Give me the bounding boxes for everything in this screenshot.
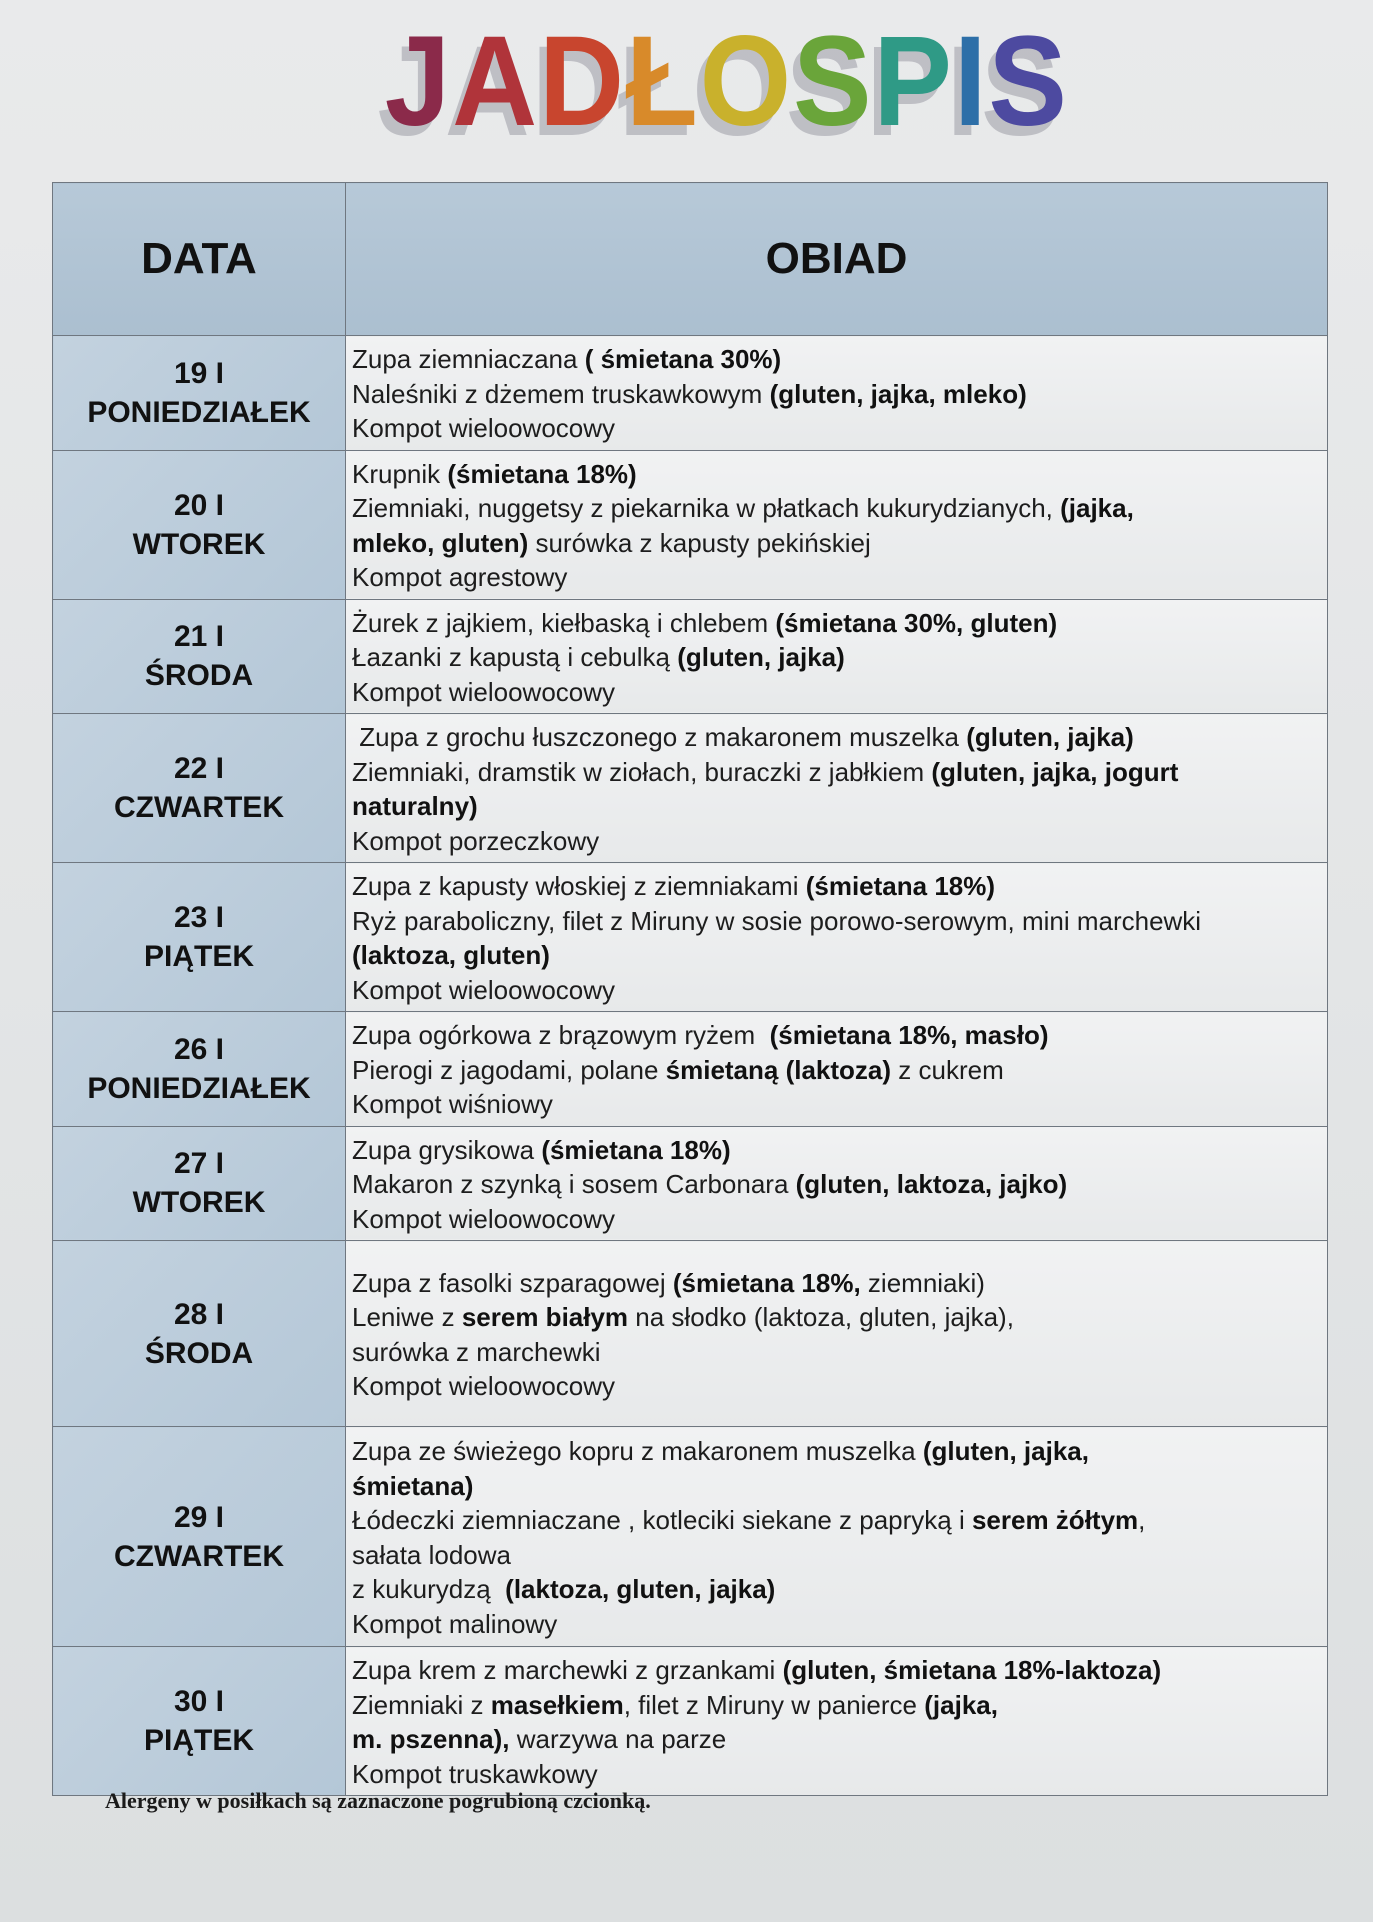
meal-line xyxy=(352,1053,1321,1088)
allergen-text: (gluten, jajka, jogurt xyxy=(931,756,1179,787)
dish-text: Krupnik xyxy=(352,458,448,489)
weekday: CZWARTEK xyxy=(114,1539,284,1573)
table-row xyxy=(53,336,1328,451)
dish-text: , xyxy=(1138,1505,1146,1535)
meal-line xyxy=(352,1688,1321,1723)
meal-line xyxy=(352,869,1321,904)
title-letter: A xyxy=(451,10,539,153)
weekday: PIĄTEK xyxy=(143,1724,254,1757)
date-cell xyxy=(53,1012,346,1127)
dish-text: Makaron z szynką i sosem Carbonara xyxy=(352,1169,796,1199)
dish-text: Ryż paraboliczny, filet z Miruny w sosie porowo-serowym, mini marchewki xyxy=(352,905,1202,936)
meal-line xyxy=(352,560,1321,595)
date-number: 23 I xyxy=(173,901,225,934)
header-date: DATA xyxy=(53,183,346,336)
meal-line xyxy=(352,1722,1321,1757)
dish-text: Ziemniaki, dramstik w ziołach, buraczki z jabłkiem xyxy=(352,756,932,787)
meal-line xyxy=(352,938,1321,973)
weekday: PONIEDZIAŁEK xyxy=(87,1071,311,1105)
date-number: 29 I xyxy=(173,1500,225,1534)
allergen-text: śmietana) xyxy=(352,1470,474,1501)
dish-text: , filet z Miruny w panierce xyxy=(623,1689,925,1720)
title-letter: Ł xyxy=(625,10,700,153)
date-cell xyxy=(53,1241,346,1427)
table-row xyxy=(53,1241,1328,1427)
table-body xyxy=(53,336,1328,1796)
weekday: ŚRODA xyxy=(144,1336,254,1370)
table-row xyxy=(53,599,1328,714)
allergen-text: (gluten, jajka) xyxy=(677,642,845,672)
page-title xyxy=(384,10,1069,153)
table-row xyxy=(53,1126,1328,1241)
meal-cell xyxy=(346,714,1328,863)
allergen-text: (laktoza, gluten, jajka) xyxy=(505,1574,776,1604)
meal-cell xyxy=(346,1647,1328,1796)
dish-text: ziemniaki) xyxy=(860,1267,985,1298)
meal-line xyxy=(352,1572,1321,1607)
dish-text: Kompot agrestowy xyxy=(352,562,568,592)
allergen-text: (śmietana 18%) xyxy=(541,1134,731,1165)
allergen-text: m. pszenna), xyxy=(352,1724,510,1754)
dish-text: Kompot wieloowocowy xyxy=(352,1371,616,1401)
dish-text: Zupa z fasolki szparagowej xyxy=(352,1267,673,1298)
meal-cell xyxy=(346,1012,1328,1127)
allergen-text: (gluten, jajka, mleko) xyxy=(769,378,1027,409)
table-row xyxy=(53,863,1328,1012)
meal-line xyxy=(352,1469,1321,1504)
meal-line xyxy=(352,1538,1321,1573)
meal-line xyxy=(352,640,1321,675)
date-number: 26 I xyxy=(173,1032,225,1066)
meal-line xyxy=(352,342,1321,377)
meal-line xyxy=(352,1607,1321,1642)
meal-cell xyxy=(346,1126,1328,1241)
meal-line xyxy=(352,526,1321,561)
meal-line xyxy=(352,1369,1321,1404)
dish-text: Kompot wieloowocowy xyxy=(352,974,616,1005)
meal-line xyxy=(352,1087,1321,1122)
weekday: ŚRODA xyxy=(144,659,254,693)
dish-text: Zupa ogórkowa z brązowym ryżem xyxy=(352,1020,770,1050)
title-letter: I xyxy=(953,10,989,153)
dish-text: Kompot malinowy xyxy=(352,1608,558,1639)
meal-line xyxy=(352,1018,1321,1053)
date-number: 28 I xyxy=(173,1297,225,1331)
table-row xyxy=(53,714,1328,863)
dish-text: warzywa na parze xyxy=(509,1724,727,1754)
meal-line xyxy=(352,1167,1321,1202)
title-letter: P xyxy=(873,10,954,153)
meal-line xyxy=(352,755,1321,790)
dish-text: Kompot truskawkowy xyxy=(352,1758,598,1789)
allergen-text: (gluten, laktoza, jajko) xyxy=(795,1169,1068,1199)
meal-line xyxy=(352,377,1321,412)
meal-line xyxy=(352,1653,1321,1688)
meal-line xyxy=(352,606,1321,641)
allergen-text: (śmietana 18%) xyxy=(805,871,996,901)
date-number: 30 I xyxy=(173,1685,225,1718)
dish-text: Zupa ze świeżego kopru z makaronem muszelka xyxy=(352,1436,923,1466)
date-cell xyxy=(53,863,346,1012)
table-row xyxy=(53,450,1328,599)
meal-cell xyxy=(346,1241,1328,1427)
date-cell xyxy=(53,450,346,599)
date-cell xyxy=(53,1427,346,1647)
meal-cell xyxy=(346,863,1328,1012)
dish-text: z kukurydzą xyxy=(352,1574,506,1604)
meal-cell xyxy=(346,599,1328,714)
dish-text: surówka z kapusty pekińskiej xyxy=(528,527,871,558)
allergen-text: masełkiem xyxy=(490,1689,624,1720)
date-number: 27 I xyxy=(173,1147,225,1181)
meal-line xyxy=(352,1266,1321,1301)
table-row xyxy=(53,1647,1328,1796)
allergen-text: serem żółtym xyxy=(971,1505,1139,1535)
allergen-text: (śmietana 30%, gluten) xyxy=(775,607,1058,638)
weekday: WTOREK xyxy=(132,527,266,561)
title-letter: O xyxy=(699,10,793,153)
meal-line xyxy=(352,824,1321,859)
allergen-text: (jajka, xyxy=(1060,493,1134,523)
dish-text: sałata lodowa xyxy=(352,1539,511,1570)
allergen-text: (śmietana 18%, xyxy=(672,1267,861,1298)
dish-text: na słodko (laktoza, gluten, jajka), xyxy=(628,1302,1014,1332)
date-cell xyxy=(53,599,346,714)
meal-line xyxy=(352,720,1321,755)
weekday: PONIEDZIAŁEK xyxy=(87,395,311,429)
header-meal: OBIAD xyxy=(346,183,1328,336)
allergen-text: śmietaną (laktoza) xyxy=(665,1054,892,1085)
dish-text: Ziemniaki z xyxy=(352,1689,491,1720)
allergen-text: mleko, gluten) xyxy=(352,527,529,558)
allergen-text: (gluten, jajka, xyxy=(922,1436,1089,1466)
meal-line xyxy=(352,1133,1321,1168)
table-header-row xyxy=(53,183,1328,336)
meal-line xyxy=(352,1503,1321,1538)
dish-text: Zupa ziemniaczana xyxy=(352,344,585,374)
dish-text: Naleśniki z dżemem truskawkowym xyxy=(352,378,770,409)
dish-text: Zupa z grochu łuszczonego z makaronem muszelka xyxy=(352,722,967,752)
allergen-text: ( śmietana 30%) xyxy=(584,344,782,374)
dish-text: Kompot wiśniowy xyxy=(352,1089,553,1119)
date-cell xyxy=(53,714,346,863)
date-cell xyxy=(53,336,346,451)
weekday: PIĄTEK xyxy=(143,940,254,973)
allergen-text: (jajka, xyxy=(924,1689,998,1720)
allergen-text: serem białym xyxy=(461,1302,629,1332)
dish-text: Zupa grysikowa xyxy=(352,1134,542,1165)
weekday: WTOREK xyxy=(132,1186,266,1220)
title-area xyxy=(0,10,1373,158)
meal-line xyxy=(352,491,1321,526)
table-row xyxy=(53,1427,1328,1647)
title-letter: S xyxy=(988,10,1069,153)
dish-text: Żurek z jajkiem, kiełbaską i chlebem xyxy=(352,607,776,638)
meal-line xyxy=(352,973,1321,1008)
dish-text: Ziemniaki, nuggetsy z piekarnika w płatkach kukurydzianych, xyxy=(352,493,1061,523)
dish-text: z cukrem xyxy=(891,1054,1004,1085)
meal-line xyxy=(352,789,1321,824)
meal-cell xyxy=(346,336,1328,451)
title-letter: S xyxy=(792,10,874,153)
dish-text: Kompot wieloowocowy xyxy=(352,676,616,707)
allergen-text: (śmietana 18%, masło) xyxy=(769,1020,1049,1050)
dish-text: Łódeczki ziemniaczane , kotleciki siekane z papryką i xyxy=(352,1505,972,1535)
meal-cell xyxy=(346,450,1328,599)
dish-text: surówka z marchewki xyxy=(352,1336,601,1367)
dish-text: Kompot porzeczkowy xyxy=(352,825,600,856)
table-row xyxy=(53,1012,1328,1127)
date-number: 19 I xyxy=(173,356,225,390)
dish-text: Łazanki z kapustą i cebulką xyxy=(352,642,678,672)
date-number: 21 I xyxy=(173,620,225,654)
title-letter: J xyxy=(384,10,452,153)
allergen-text: (śmietana 18%) xyxy=(447,458,637,489)
weekday: CZWARTEK xyxy=(114,791,284,824)
allergen-footnote: Alergeny w posiłkach są zaznaczone pogrubioną czcionką. xyxy=(105,1788,651,1813)
meal-line xyxy=(352,457,1321,492)
meal-line xyxy=(352,1202,1321,1237)
title-letter: D xyxy=(538,10,626,153)
meal-line xyxy=(352,1300,1321,1335)
meal-line xyxy=(352,1434,1321,1469)
meal-line xyxy=(352,1757,1321,1792)
dish-text: Kompot wieloowocowy xyxy=(352,1203,616,1234)
allergen-text: naturalny) xyxy=(352,791,478,821)
allergen-text: (laktoza, gluten) xyxy=(352,940,550,970)
allergen-text: (gluten, śmietana 18%-laktoza) xyxy=(782,1655,1162,1685)
dish-text: Zupa z kapusty włoskiej z ziemniakami xyxy=(352,871,806,901)
meal-cell xyxy=(346,1427,1328,1647)
dish-text: Leniwe z xyxy=(352,1302,462,1332)
meal-line xyxy=(352,1335,1321,1370)
date-cell xyxy=(53,1126,346,1241)
menu-table xyxy=(52,182,1328,1796)
meal-line xyxy=(352,411,1321,446)
allergen-text: (gluten, jajka) xyxy=(966,722,1134,752)
meal-line xyxy=(352,675,1321,710)
dish-text: Kompot wieloowocowy xyxy=(352,413,616,443)
date-cell xyxy=(53,1647,346,1796)
meal-line xyxy=(352,904,1321,939)
menu-table-wrapper xyxy=(52,182,1328,1796)
dish-text: Zupa krem z marchewki z grzankami xyxy=(352,1655,783,1685)
date-number: 20 I xyxy=(173,488,225,522)
dish-text: Pierogi z jagodami, polane xyxy=(352,1054,666,1085)
date-number: 22 I xyxy=(173,752,225,785)
